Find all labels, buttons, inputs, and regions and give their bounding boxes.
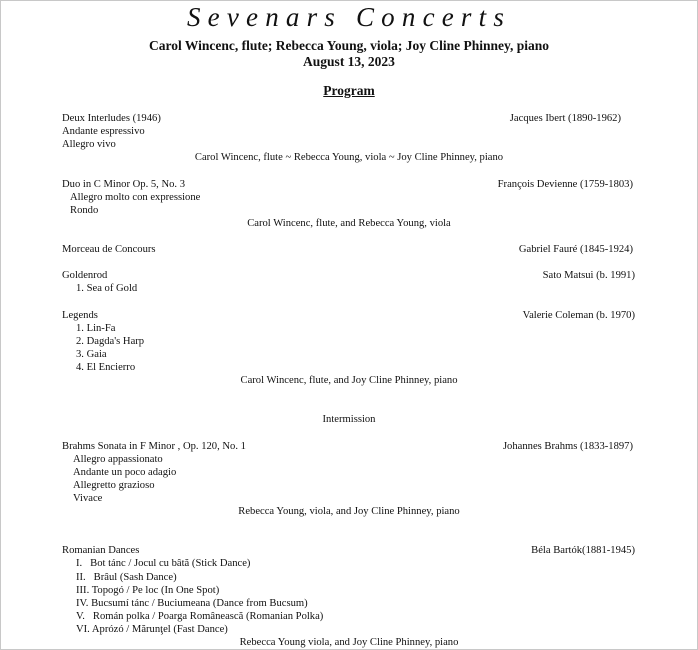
piece-title: Morceau de Concours [62, 244, 156, 255]
piece-performers: Carol Wincenc, flute ~ Rebecca Young, viola ~ Joy Cline Phinney, piano [194, 152, 504, 163]
movement: VI. Aprózó / Mărunţel (Fast Dance) [76, 624, 228, 635]
intermission-label: Intermission [322, 414, 376, 425]
program-heading: Program [323, 83, 375, 98]
piece-performers: Carol Wincenc, flute, and Rebecca Young, viola [247, 218, 451, 229]
piece-title: Deux Interludes (1946) [62, 113, 161, 124]
piece-title: Duo in C Minor Op. 5, No. 3 [62, 179, 186, 190]
movement: III. Topogó / Pe loc (In One Spot) [76, 585, 220, 596]
movement: 3. Gaia [76, 349, 107, 360]
movement: Rondo [70, 205, 99, 216]
piece-composer: François Devienne (1759-1803) [497, 179, 633, 190]
piece-performers: Carol Wincenc, flute, and Joy Cline Phinney, piano [240, 375, 458, 386]
piece-composer: Sato Matsui (b. 1991) [542, 270, 635, 281]
piece-composer: Gabriel Fauré (1845-1924) [518, 244, 633, 255]
movement: Allegro appassionato [73, 454, 163, 465]
movement: IV. Bucsumí tánc / Buciumeana (Dance from Bucsum) [76, 598, 308, 609]
piece-composer: Valerie Coleman (b. 1970) [522, 310, 635, 321]
piece-title: Brahms Sonata in F Minor , Op. 120, No. 1 [62, 441, 246, 452]
piece-performers: Rebecca Young, viola, and Joy Cline Phinney, piano [238, 506, 460, 517]
piece-title: Goldenrod [62, 270, 108, 281]
movement: 1. Lin-Fa [76, 323, 116, 334]
piece-composer: Johannes Brahms (1833-1897) [502, 441, 633, 452]
performers-line: Carol Wincenc, flute; Rebecca Young, viola; Joy Cline Phinney, piano [148, 38, 550, 53]
movement: Andante espressivo [62, 126, 145, 137]
movement: V. Román polka / Poarga Românească (Romanian Polka) [76, 611, 324, 622]
movement: 2. Dagda's Harp [76, 336, 145, 347]
movement: II. Brâul (Sash Dance) [76, 572, 177, 583]
movement: Andante un poco adagio [73, 467, 177, 478]
movement: Allegro vivo [62, 139, 116, 150]
movement: 4. El Encierro [76, 362, 136, 373]
piece-performers: Rebecca Young viola, and Joy Cline Phinney, piano [239, 637, 459, 648]
concert-date: August 13, 2023 [303, 54, 395, 69]
piece-title: Legends [62, 310, 98, 321]
movement: Allegretto grazioso [73, 480, 155, 491]
piece-composer: Jacques Ibert (1890-1962) [509, 113, 621, 124]
movement: Vivace [73, 493, 103, 504]
movement: I. Bot tánc / Jocul cu bâtă (Stick Dance) [76, 558, 251, 569]
movement: 1. Sea of Gold [76, 283, 138, 294]
concert-title: Sevenars Concerts [186, 2, 512, 32]
movement: Allegro molto con expressione [70, 192, 201, 203]
piece-composer: Béla Bartók(1881-1945) [531, 545, 635, 556]
piece-title: Romanian Dances [62, 545, 140, 556]
